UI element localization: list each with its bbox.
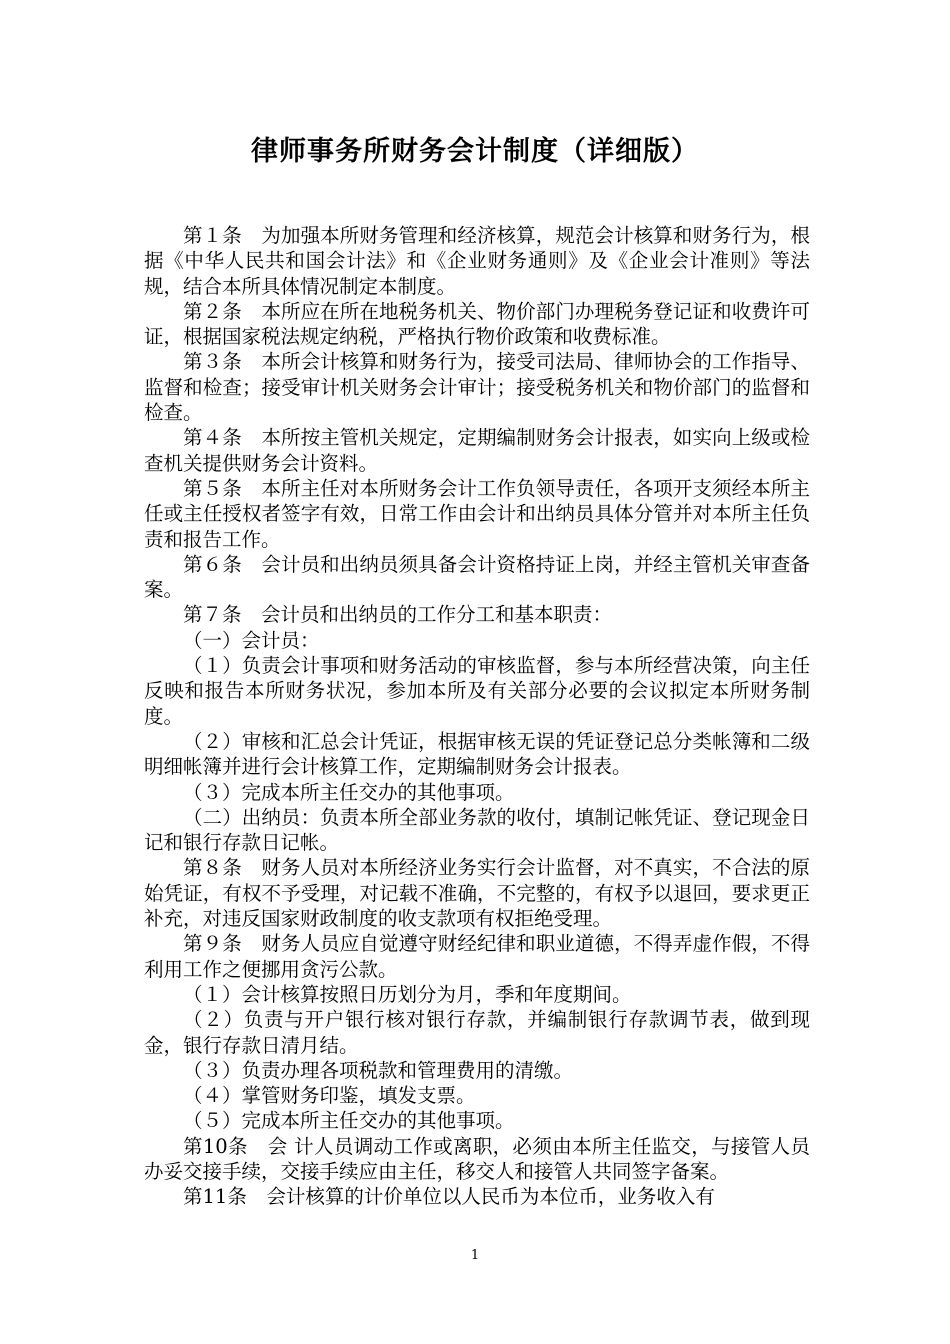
document-title: 律师事务所财务会计制度（详细版） [251,136,699,167]
paragraph-article-9: 第９条 财务人员应自觉遵守财经纪律和职业道德，不得弄虚作假，不得利用工作之便挪用贪污公款。 [144,932,810,981]
paragraph-article-5: 第５条 本所主任对本所财务会计工作负领导责任，各项开支须经本所主任或主任授权者签字有效，日常工作由会计和出纳员具体分管并对本所主任负责和报告工作。 [144,476,810,551]
paragraph-accountant-heading: （一）会计员： [183,628,320,652]
paragraph-article-10: 第10条 会 计人员调动工作或离职，必须由本所主任监交，与接管人员办妥交接手续，交接手续应由主任，移交人和接管人共同签字备案。 [144,1134,810,1183]
paragraph-accountant-duty-3: （３）完成本所主任交办的其他事项。 [183,780,515,804]
paragraph-article-9-item-1: （１）会计核算按照日历划分为月，季和年度期间。 [183,982,632,1006]
paragraph-article-3: 第３条 本所会计核算和财务行为，接受司法局、律师协会的工作指导、监督和检查；接受审计机关财务会计审计；接受税务机关和物价部门的监督和检查。 [144,350,810,425]
paragraph-article-2: 第２条 本所应在所在地税务机关、物价部门办理税务登记证和收费许可证，根据国家税法规定纳税，严格执行物价政策和收费标准。 [144,299,810,349]
page-number: 1 [470,1248,480,1263]
paragraph-article-9-item-5: （５）完成本所主任交办的其他事项。 [183,1109,515,1133]
paragraph-article-1: 第１条 为加强本所财务管理和经济核算，规范会计核算和财务行为，根据《中华人民共和国会计法》和《企业财务通则》及《企业会计准则》等法规，结合本所具体情况制定本制度。 [144,224,810,298]
paragraph-article-8: 第８条 财务人员对本所经济业务实行会计监督，对不真实，不合法的原始凭证，有权不予受理，对记载不准确，不完整的，有权予以退回，要求更正补充，对违反国家财政制度的收支款项有权拒绝受理。 [144,856,810,931]
paragraph-article-4: 第４条 本所按主管机关规定，定期编制财务会计报表，如实向上级或检查机关提供财务会计资料。 [144,426,810,475]
paragraph-article-11: 第11条 会计核算的计价单位以人民币为本位币，业务收入有 [183,1185,715,1209]
paragraph-article-6: 第６条 会计员和出纳员须具备会计资格持证上岗，并经主管机关审查备案。 [144,552,810,602]
document-body [144,223,810,1210]
paragraph-article-9-item-4: （４）掌管财务印鉴，填发支票。 [183,1084,476,1108]
paragraph-accountant-duty-2: （２）审核和汇总会计凭证，根据审核无误的凭证登记总分类帐簿和二级明细帐簿并进行会计核算工作，定期编制财务会计报表。 [144,729,810,779]
paragraph-article-9-item-2: （２）负责与开户银行核对银行存款，并编制银行存款调节表，做到现金，银行存款日清月结。 [144,1008,810,1057]
paragraph-accountant-duty-1: （１）负责会计事项和财务活动的审核监督，参与本所经营决策，向主任反映和报告本所财务状况，参加本所及有关部分必要的会议拟定本所财务制度。 [144,654,810,728]
paragraph-article-7: 第７条 会计员和出纳员的工作分工和基本职责： [183,603,613,627]
paragraph-article-9-item-3: （３）负责办理各项税款和管理费用的清缴。 [183,1058,574,1082]
paragraph-cashier: （二）出纳员：负责本所全部业务款的收付，填制记帐凭证、登记现金日记和银行存款日记帐。 [144,805,810,855]
